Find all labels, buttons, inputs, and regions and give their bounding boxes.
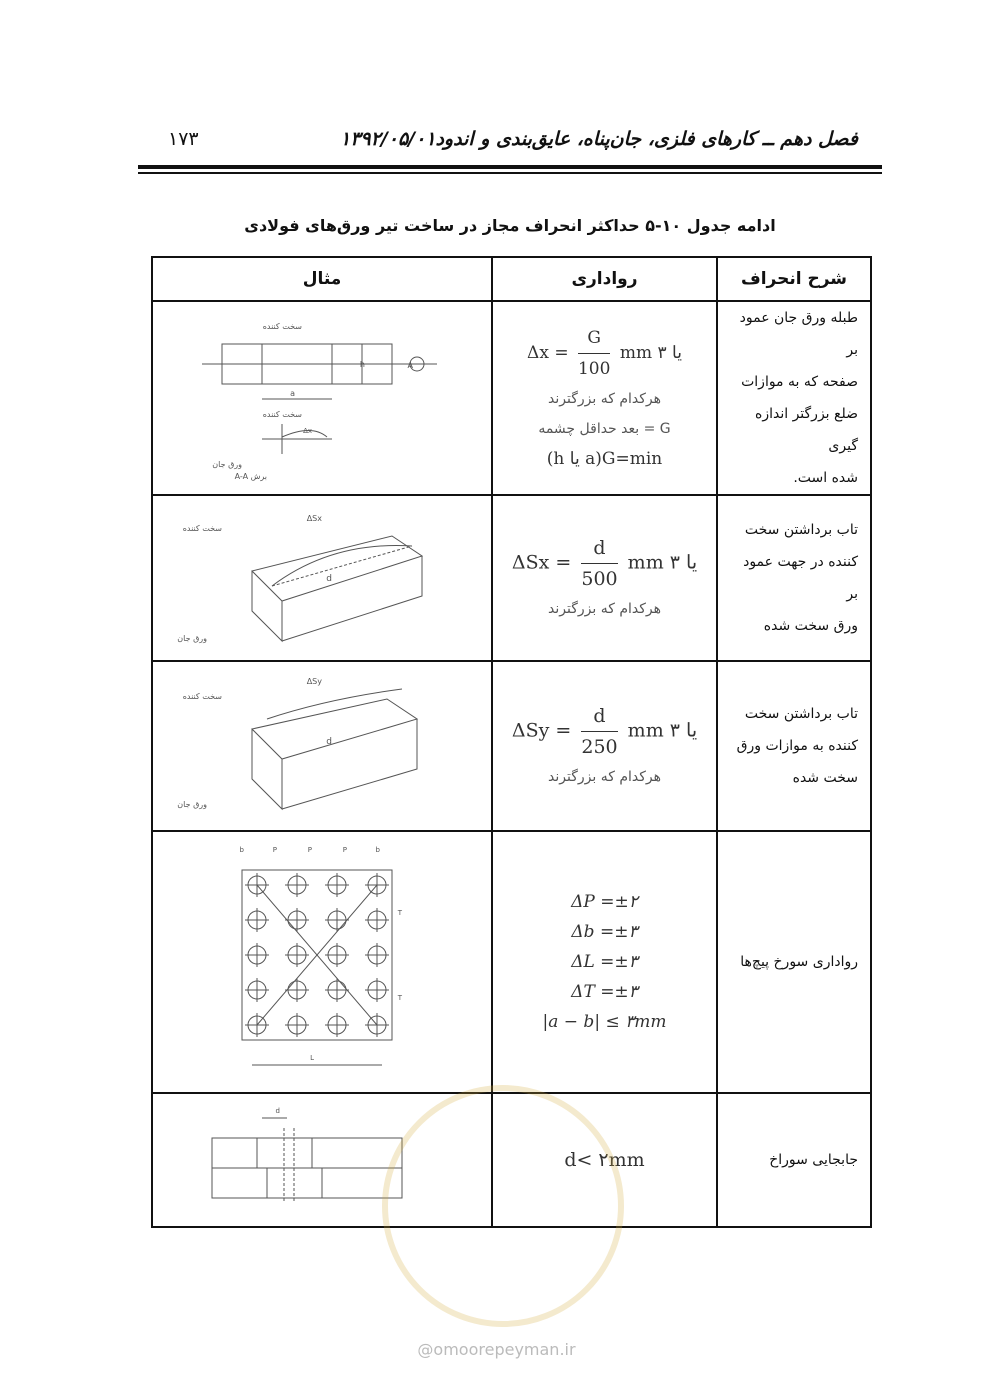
table-row [152, 831, 871, 1093]
svg-text:سخت کننده: سخت کننده [262, 321, 302, 331]
header-rule-thin [138, 172, 882, 174]
table-row [152, 495, 871, 661]
hole-offset-figure [202, 1103, 442, 1213]
svg-text:b: b [375, 846, 380, 854]
svg-text:ورق جان: ورق جان [177, 800, 207, 809]
row-tolerance: ΔP =±۲ Δb =±۳ ΔL =±۳ ΔT =±۳ |a − b| ≤ ۳mm [492, 831, 717, 1093]
row-tolerance: ΔSy = $\frac{d}{250}$ یا ۳ mm هرکدام که بزرگترند [492, 661, 717, 831]
table-title: ادامه جدول ۱۰-۵ حداکثر انحراف مجاز در ساخت تیر ورق‌های فولادی [244, 216, 776, 235]
page-number: ۱۷۳ [168, 128, 199, 150]
table-row [152, 301, 871, 495]
row-tolerance: d< ۲mm [492, 1093, 717, 1227]
row-example [152, 661, 492, 831]
row-tolerance: Δx = $\frac{G}{100}$ یا ۳ mm هرکدام که بزرگترند G = بعد حداقل چشمه G=min(a یا h) [492, 301, 717, 495]
row-description: رواداری سورخ پیچ‌ها [717, 831, 871, 1093]
svg-text:سخت کننده: سخت کننده [182, 692, 222, 701]
svg-text:سخت کننده: سخت کننده [262, 409, 302, 419]
row-description: جابجایی سوراخ [717, 1093, 871, 1227]
svg-text:b: b [239, 846, 244, 854]
svg-text:سخت کننده: سخت کننده [182, 524, 222, 533]
svg-text:d: d [326, 574, 332, 584]
row-description: تاب برداشتن سخت کننده در جهت عمود بر ورق سخت شده [717, 495, 871, 661]
svg-text:T: T [397, 994, 402, 1002]
svg-text:P: P [342, 846, 347, 854]
header-rule [138, 165, 882, 169]
svg-text:T: T [397, 909, 402, 917]
col-header-example: مثال [152, 257, 492, 301]
table-row [152, 661, 871, 831]
svg-text:ΔSy: ΔSy [306, 677, 322, 686]
row-tolerance: ΔSx = $\frac{d}{500}$ یا ۳ mm هرکدام که بزرگترند [492, 495, 717, 661]
chapter-title: فصل دهم ــ کارهای فلزی، جان‌پناه، عایق‌بندی و اندود [435, 128, 858, 150]
row-description: تاب برداشتن سخت کننده به موازات ورق سخت شده [717, 661, 871, 831]
row-example [152, 301, 492, 495]
svg-text:d: d [326, 737, 332, 747]
svg-text:ورق جان: ورق جان [212, 459, 242, 469]
svg-text:a: a [290, 388, 295, 398]
svg-text:A: A [407, 360, 413, 370]
stiffener-bow-parallel-figure [177, 669, 442, 819]
row-example [152, 495, 492, 661]
tolerance-table [151, 256, 872, 1228]
bolt-hole-grid-figure [202, 840, 442, 1080]
watermark-text: @omoorepeyman.ir [417, 1340, 576, 1359]
web-plate-bulge-figure [202, 309, 442, 484]
stiffener-bow-perpendicular-figure [177, 501, 442, 651]
svg-text:برش A-A: برش A-A [234, 471, 267, 481]
svg-text:L: L [310, 1054, 314, 1062]
col-header-description: شرح انحراف [717, 257, 871, 301]
svg-text:d: d [275, 1107, 280, 1115]
row-description: طبله ورق جان عمود بر صفحه که به موازات ضلع بزرگتر اندازه گیری شده است. [717, 301, 871, 495]
svg-text:ورق جان: ورق جان [177, 634, 207, 643]
table-row [152, 1093, 871, 1227]
svg-text:ΔSx: ΔSx [306, 514, 322, 523]
svg-text:P: P [307, 846, 312, 854]
col-header-tolerance: رواداری [492, 257, 717, 301]
document-date: ۱۳۹۲/۰۵/۰۱ [340, 128, 436, 150]
row-example [152, 831, 492, 1093]
svg-text:P: P [272, 846, 277, 854]
svg-text:h: h [359, 359, 365, 369]
svg-text:Δx: Δx [303, 426, 312, 435]
row-example [152, 1093, 492, 1227]
table-header-row [152, 257, 871, 301]
